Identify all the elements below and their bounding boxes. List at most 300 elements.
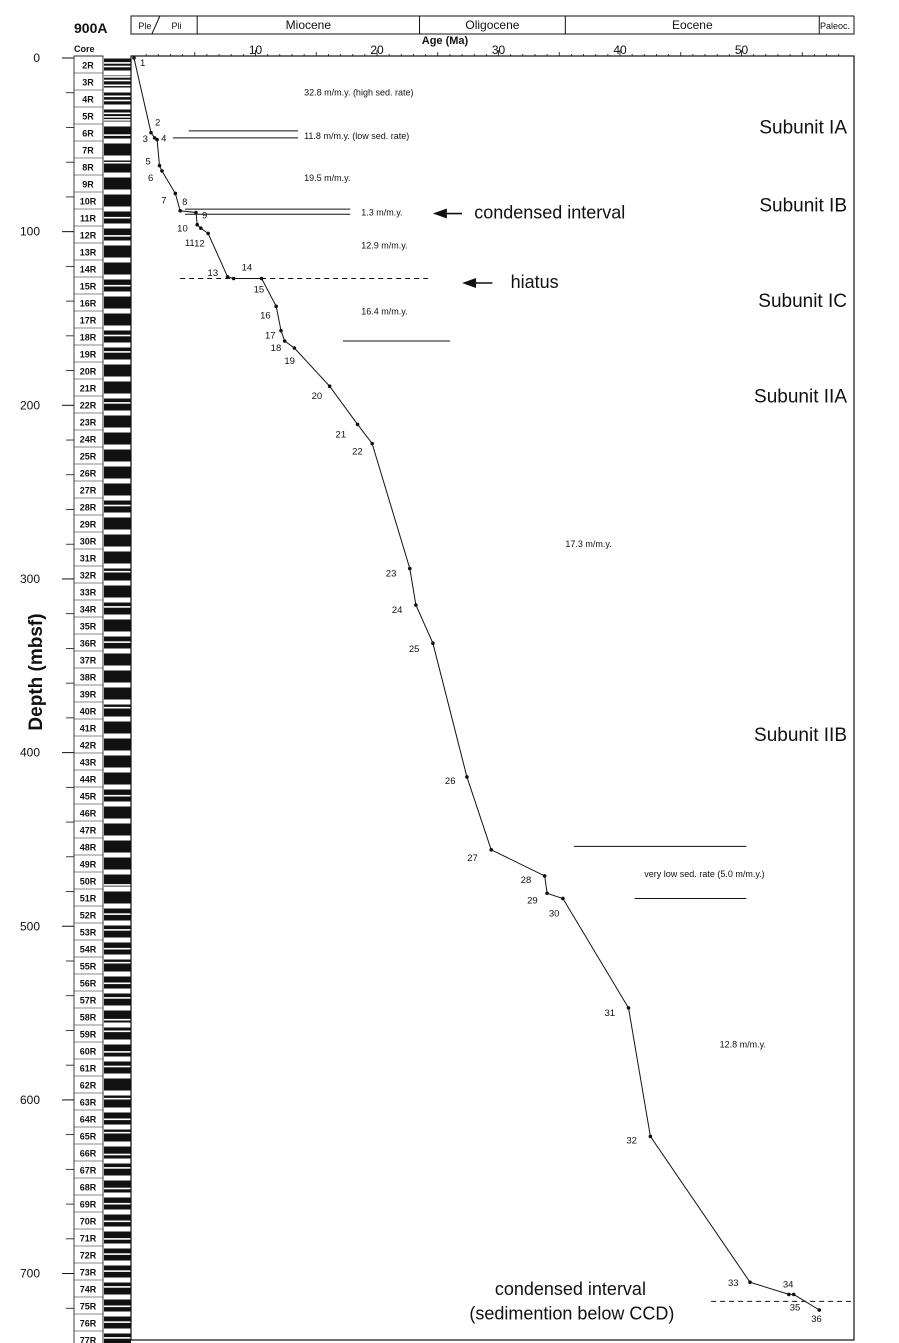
data-point [283,339,287,343]
data-point [293,346,297,350]
core-recovery-gap [104,217,131,219]
core-label: 35R [79,621,97,632]
data-point-label: 21 [335,429,347,441]
core-recovery-gap [104,1253,131,1255]
core-recovery-gap [104,66,131,68]
data-point [155,138,159,142]
sed-rate-label: very low sed. rate (5.0 m/m.y.) [644,869,765,880]
x-tick-label: 50 [734,43,749,57]
core-recovery-gap [104,1221,131,1223]
data-point-label: 12 [194,238,205,250]
core-recovery-block [104,892,131,904]
sed-rate-label: 32.8 m/m.y. (high sed. rate) [304,87,414,98]
core-label: 27R [79,485,97,496]
data-point [158,164,162,168]
core-recovery-gap [104,1098,131,1100]
core-label: 60R [79,1046,97,1057]
core-recovery-block [104,1283,131,1295]
core-recovery-gap [104,929,131,931]
core-label: 74R [79,1284,97,1295]
data-point-label: 34 [782,1279,794,1291]
core-label: 77R [79,1335,97,1343]
core-label: 7R [82,145,94,156]
core-recovery-gap [104,1066,131,1068]
core-label: 31R [79,553,97,564]
core-label: 3R [82,77,94,88]
core-recovery-gap [104,1132,131,1134]
core-recovery-block [104,603,131,615]
data-point-label: 8 [182,196,188,208]
data-point-label: 17 [265,330,276,342]
data-point [787,1293,791,1297]
core-label: 24R [79,434,97,445]
data-point-label: 9 [201,210,208,222]
core-recovery-gap [104,1337,131,1339]
data-point [627,1006,631,1010]
data-point [465,775,469,779]
core-recovery-block [104,484,131,496]
core-recovery-block [104,1181,131,1193]
data-point [199,226,203,230]
core-recovery-gap [104,76,131,78]
epoch-label: Pli [171,21,182,31]
annotation-label: (sedimention below CCD) [469,1303,675,1324]
core-recovery-block [104,1028,131,1040]
core-recovery-block [104,1232,131,1244]
core-recovery-gap [104,335,131,337]
core-label: 66R [79,1148,97,1159]
y-tick-label: 600 [19,1092,40,1107]
core-recovery-gap [104,113,131,115]
epoch-bar [131,16,854,34]
core-recovery-block [104,246,131,258]
annotation-arrow-head [462,278,476,288]
data-point-label: 29 [527,895,538,907]
core-recovery-block [104,178,131,190]
core-recovery-block [104,297,131,309]
core-label: 9R [82,179,94,190]
core-recovery-gap [104,983,131,985]
data-point [543,874,547,878]
core-recovery-block [104,756,131,768]
core-recovery-gap [104,1286,131,1288]
core-label: 68R [79,1182,97,1193]
data-point [279,329,283,333]
data-point [489,848,493,852]
sed-rate-label: 19.5 m/m.y. [304,172,351,183]
core-recovery-block [104,841,131,853]
site-title: 900A [74,20,108,36]
data-point [178,209,182,213]
data-point-label: 15 [253,284,265,296]
core-label: 40R [79,706,97,717]
data-point [792,1293,796,1297]
core-recovery-block [104,450,131,462]
data-point-label: 33 [728,1278,739,1290]
x-tick-label: 20 [370,43,384,57]
data-point [561,897,565,901]
core-recovery-gap [104,1306,131,1308]
core-label: 72R [79,1250,97,1261]
data-point [174,192,178,196]
data-point [408,567,412,571]
y-tick-label: 0 [33,51,40,65]
data-point-label: 11 [184,238,195,250]
core-recovery-block [104,1011,131,1023]
core-recovery-gap [104,707,131,709]
data-point-label: 13 [207,267,219,279]
core-label: 21R [79,383,97,394]
data-point [545,891,549,895]
data-point-label: 31 [604,1007,616,1019]
core-recovery-gap [104,1321,131,1323]
core-label: 2R [82,60,94,71]
core-recovery-block [104,331,131,343]
core-label: 17R [79,315,97,326]
core-label: 50R [79,876,97,887]
core-recovery-block [104,263,131,275]
core-label: 54R [79,944,97,955]
epoch-label: Ple [138,21,152,31]
core-label: 62R [79,1080,97,1091]
y-tick-label: 300 [19,571,40,586]
data-point-label: 1 [140,58,146,69]
x-tick-label: 30 [491,43,506,57]
core-recovery-gap [104,235,131,237]
core-recovery-gap [104,1154,131,1156]
core-label: 51R [79,893,97,904]
core-label: 23R [79,417,97,428]
core-recovery-block [104,348,131,360]
core-recovery-block [104,433,131,445]
core-label: 38R [79,672,97,683]
core-recovery-block [104,926,131,938]
core-recovery-block [104,399,131,411]
data-point [414,603,418,607]
core-label: 11R [79,213,97,224]
core-recovery-gap [104,285,131,287]
core-label: 55R [79,961,97,972]
core-recovery-block [104,586,131,598]
subunit-labels [754,117,847,746]
core-recovery-block [104,824,131,836]
epoch-label: Oligocene [465,18,520,32]
sed-rate-label: 1.3 m/m.y. [361,207,403,218]
core-recovery-block [104,365,131,377]
core-label: 47R [79,825,97,836]
x-tick-label: 10 [248,43,263,57]
core-recovery-gap [104,85,131,87]
data-point-label: 14 [241,262,253,274]
data-point-label: 2 [155,117,161,129]
age-depth-line [134,58,819,1310]
core-recovery-block [104,1164,131,1176]
core-recovery-block [104,705,131,717]
data-point [226,275,230,279]
core-recovery-block [104,1147,131,1159]
data-point [649,1135,653,1139]
core-recovery-block [104,552,131,564]
core-recovery-gap [104,1031,131,1033]
core-label: 18R [79,332,97,343]
sed-rate-label: 12.9 m/m.y. [361,240,408,251]
core-recovery-gap [104,948,131,950]
data-point [260,277,264,281]
data-point-label: 25 [408,644,420,656]
epoch-label: Eocene [671,18,713,32]
core-label: 76R [79,1318,97,1329]
core-label: 8R [82,162,94,173]
core-label: 22R [79,400,97,411]
data-point [431,641,435,645]
core-recovery-block [104,59,131,71]
data-point-label: 6 [147,172,154,184]
core-recovery-block [104,314,131,326]
data-point-label: 16 [260,310,271,322]
data-point [195,223,199,227]
x-tick-label: 40 [613,43,627,57]
data-point-label: 5 [145,156,151,168]
data-point-label: 18 [270,343,282,355]
core-column-header: Core [74,44,95,54]
core-label: 70R [79,1216,97,1227]
core-label: 25R [79,451,97,462]
core-recovery-block [104,671,131,683]
core-label: 26R [79,468,97,479]
y-tick-label: 400 [19,745,40,760]
core-recovery-gap [104,1019,131,1021]
core-recovery-block [104,620,131,632]
core-column [74,56,131,1343]
data-point-label: 32 [626,1135,637,1147]
data-point-label: 24 [391,604,403,616]
data-point [132,56,136,60]
core-recovery-gap [104,351,131,353]
x-axis-ticks [146,43,839,57]
core-label: 75R [79,1301,97,1312]
data-point-label: 28 [520,874,532,886]
annotation-label: condensed interval [474,202,626,223]
data-point-label: 19 [284,355,295,367]
core-label: 52R [79,910,97,921]
core-recovery-block [104,535,131,547]
core-recovery-block [104,195,131,207]
core-recovery-gap [104,606,131,608]
data-point-label: 30 [548,908,560,920]
core-label: 12R [79,230,97,241]
core-label: 43R [79,757,97,768]
core-recovery-block [104,1096,131,1108]
x-axis-label: Age (Ma) [421,35,469,47]
core-recovery-gap [104,1167,131,1169]
core-recovery-block [104,1045,131,1057]
data-point [274,305,278,309]
core-recovery-block [104,1062,131,1074]
core-recovery-block [104,569,131,581]
core-label: 63R [79,1097,97,1108]
core-label: 34R [79,604,97,615]
core-recovery-gap [104,1238,131,1240]
core-recovery-gap [104,1270,131,1272]
core-label: 39R [79,689,97,700]
annotation-label: condensed interval [494,1279,646,1300]
core-label: 6R [82,128,94,139]
core-label: 13R [79,247,97,258]
epoch-label: Paleoc. [820,21,851,31]
data-point [232,277,236,281]
core-recovery-gap [104,884,131,886]
data-point [356,423,360,427]
core-recovery-block [104,773,131,785]
core-recovery-block [104,807,131,819]
y-tick-label: 500 [19,919,40,934]
subunit-label: Subunit IB [759,195,847,217]
data-point-label: 26 [444,775,456,787]
core-label: 59R [79,1029,97,1040]
core-label: 14R [79,264,97,275]
core-recovery-block [104,518,131,530]
core-recovery-block [104,739,131,751]
sed-rate-label: 11.8 m/m.y. (low sed. rate) [304,131,410,142]
core-recovery-gap [104,1203,131,1205]
core-label: 45R [79,791,97,802]
core-label: 65R [79,1131,97,1142]
core-label: 42R [79,740,97,751]
subunit-label: Subunit IA [759,117,847,139]
core-recovery-block [104,382,131,394]
core-label: 28R [79,502,97,513]
core-recovery-gap [104,997,131,999]
core-label: 29R [79,519,97,530]
core-recovery-block [104,858,131,870]
core-recovery-block [104,654,131,666]
core-recovery-block [104,229,131,241]
y-tick-label: 700 [19,1266,40,1281]
annotations [433,203,675,1324]
core-recovery-gap [104,162,131,164]
core-recovery-gap [104,1188,131,1190]
annotation-label: hiatus [510,272,559,293]
annotation-arrow-head [433,209,447,219]
core-label: 15R [79,281,97,292]
core-recovery-gap [104,402,131,404]
core-recovery-block [104,1130,131,1142]
core-label: 30R [79,536,97,547]
core-recovery-gap [104,1051,131,1053]
data-point [817,1308,821,1312]
core-label: 53R [79,927,97,938]
core-recovery-block [104,994,131,1006]
y-tick-label: 200 [19,398,40,413]
core-label: 41R [79,723,97,734]
core-label: 33R [79,587,97,598]
core-recovery-block [104,501,131,513]
core-recovery-gap [104,913,131,915]
core-recovery-gap [104,1119,131,1121]
core-recovery-gap [104,116,131,118]
core-recovery-gap [104,641,131,643]
data-point-label: 23 [385,568,397,580]
data-point-label: 20 [311,391,323,403]
epoch-label: Miocene [285,18,332,32]
data-point-label: 27 [467,852,478,864]
data-point-label: 10 [177,223,188,235]
core-label: 5R [82,111,94,122]
core-label: 58R [79,1012,97,1023]
core-label: 61R [79,1063,97,1074]
data-point [206,232,210,236]
core-label: 44R [79,774,97,785]
core-recovery-gap [104,795,131,797]
subunit-label: Subunit IIB [754,725,847,747]
core-recovery-block [104,93,131,105]
core-label: 73R [79,1267,97,1278]
data-point-label: 4 [161,133,167,145]
core-label: 10R [79,196,97,207]
core-recovery-gap [104,62,131,64]
subunit-label: Subunit IIA [754,386,847,408]
core-label: 67R [79,1165,97,1176]
y-axis-label: Depth (mbsf) [26,613,47,731]
core-recovery-block [104,467,131,479]
core-label: 57R [79,995,97,1006]
core-label: 4R [82,94,94,105]
core-label: 19R [79,349,97,360]
core-recovery-block [104,127,131,139]
core-recovery-gap [104,571,131,573]
core-recovery-gap [104,100,131,102]
core-label: 64R [79,1114,97,1125]
core-recovery-gap [104,119,131,121]
data-point-label: 7 [161,195,167,207]
core-recovery-gap [104,80,131,82]
data-point [160,169,164,173]
core-label: 49R [79,859,97,870]
core-label: 69R [79,1199,97,1210]
core-recovery-gap [104,505,131,507]
core-recovery-block [104,722,131,734]
sed-rate-label: 12.8 m/m.y. [719,1039,766,1050]
y-tick-label: 100 [19,224,40,239]
data-point-label: 22 [352,446,363,458]
data-point [370,442,374,446]
core-label: 56R [79,978,97,989]
core-recovery-block [104,688,131,700]
subunit-label: Subunit IC [758,291,847,313]
core-recovery-block [104,416,131,428]
core-label: 48R [79,842,97,853]
plot-frame [131,56,854,1340]
data-point [328,384,332,388]
core-recovery-gap [104,134,131,136]
core-label: 16R [79,298,97,309]
core-label: 71R [79,1233,97,1244]
age-depth-series [132,56,822,1325]
core-recovery-block [104,1079,131,1091]
core-label: 20R [79,366,97,377]
data-point-label: 36 [811,1314,822,1326]
core-label: 32R [79,570,97,581]
data-point [194,211,198,215]
data-point-label: 3 [142,133,148,145]
epoch-divider [152,16,160,34]
core-recovery-gap [104,96,131,98]
data-point [149,131,153,135]
data-point [748,1280,752,1284]
sed-rate-label: 16.4 m/m.y. [361,306,408,317]
core-recovery-gap [104,962,131,964]
core-recovery-block [104,144,131,156]
